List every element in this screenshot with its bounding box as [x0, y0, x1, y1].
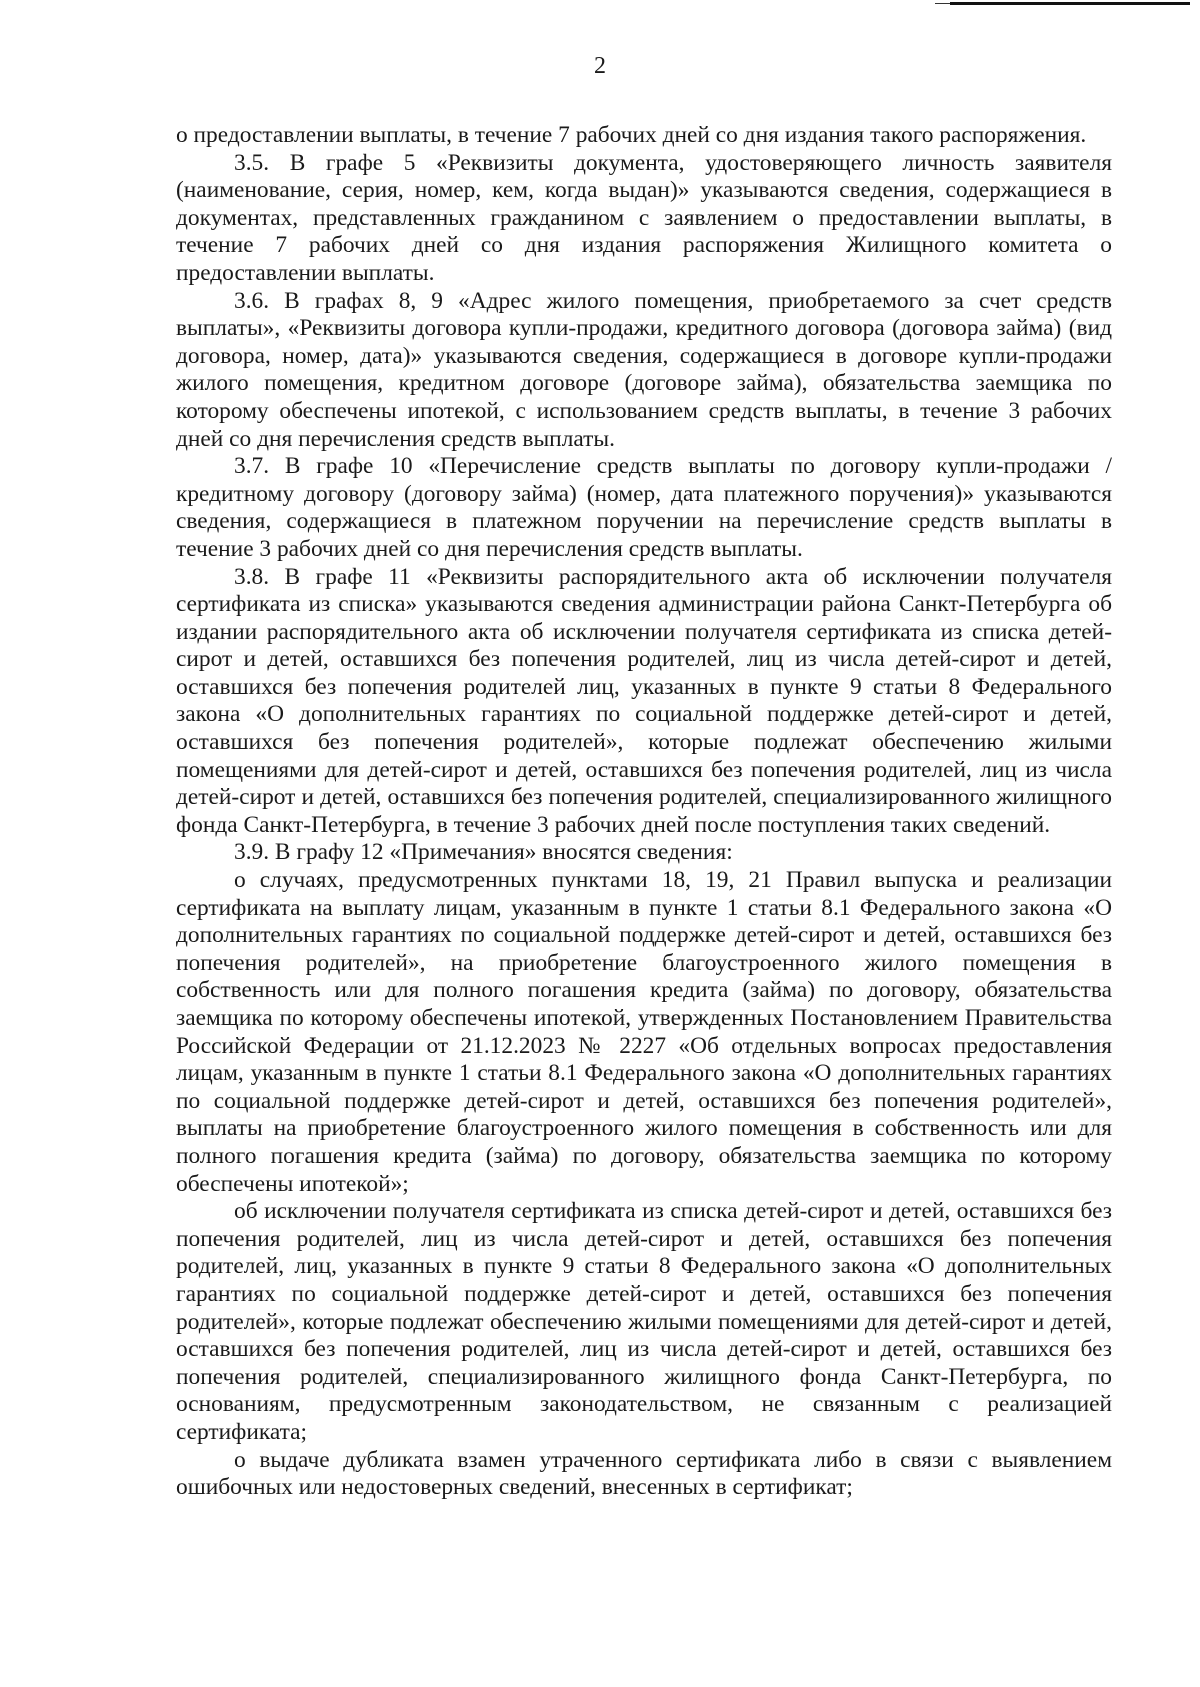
document-body — [176, 122, 1112, 1502]
header-rule — [950, 2, 1190, 5]
paragraph-3-7: 3.7. В графе 10 «Перечисление средств выплаты по договору купли-продажи /кредитному договору (договору займа) (номер, дата платежного поручения)» указываются сведения, содержащиеся в платежном поручении на перечисление средств выплаты в течение 3 рабочих дней со дня перечисления средств выплаты. — [176, 453, 1112, 562]
paragraph-3-9: 3.9. В графу 12 «Примечания» вносятся сведения: — [234, 839, 733, 866]
page-number: 2 — [594, 53, 606, 79]
paragraph-3-9-item-cases: о случаях, предусмотренных пунктами 18, 19, 21 Правил выпуска и реализации сертификата на выплату лицам, указанным в пункте 1 статьи 8.1 Федерального закона «О дополнительных гарантиях по социальной поддержке детей-сирот и детей, оставшихся без попечения родителей», на приобретение благоустроенного жилого помещения в собственность или для полного погашения кредита (займа) по договору, обязательства заемщика по которому обеспечены ипотекой, утвержденных Постановлением Правительства Российской Федерации от 21.12.2023 № 2227 «Об отдельных вопросах предоставления лицам, указанным в пункте 1 статьи 8.1 Федерального закона «О дополнительных гарантиях по социальной поддержке детей-сирот и детей, оставшихся без попечения родителей», выплаты на приобретение благоустроенного жилого помещения в собственность или для полного погашения кредита (займа) по договору, обязательства заемщика по которому обеспечены ипотекой»; — [176, 867, 1112, 1197]
paragraph-3-6: 3.6. В графах 8, 9 «Адрес жилого помещения, приобретаемого за счет средств выплаты», «Реквизиты договора купли-продажи, кредитного договора (договора займа) (вид договора, номер, дата)» указываются сведения, содержащиеся в договоре купли-продажи жилого помещения, кредитном договоре (договоре займа), обязательства заемщика по которому обеспечены ипотекой, с использованием средств выплаты, в течение 3 рабочих дней со дня перечисления средств выплаты. — [176, 287, 1112, 452]
paragraph-3-8: 3.8. В графе 11 «Реквизиты распорядительного акта об исключении получателя сертификата из списка» указываются сведения администрации района Санкт-Петербурга об издании распорядительного акта об исключении получателя сертификата из списка детей-сирот и детей, оставшихся без попечения родителей, лиц из числа детей-сирот и детей, оставшихся без попечения родителей лиц, указанных в пункте 9 статьи 8 Федерального закона «О дополнительных гарантиях по социальной поддержке детей-сирот и детей, оставшихся без попечения родителей», которые подлежат обеспечению жилыми помещениями для детей-сирот и детей, оставшихся без попечения родителей, лиц из числа детей-сирот и детей, оставшихся без попечения родителей, специализированного жилищного фонда Санкт-Петербурга, в течение 3 рабочих дней после поступления таких сведений. — [176, 563, 1112, 838]
paragraph-continuation: о предоставлении выплаты, в течение 7 рабочих дней со дня издания такого распоряжения. — [176, 122, 1087, 148]
paragraph-3-9-item-exclusion: об исключении получателя сертификата из списка детей-сирот и детей, оставшихся без попечения родителей, лиц из числа детей-сирот и детей, оставшихся без попечения родителей, лиц, указанных в пункте 9 статьи 8 Федерального закона «О дополнительных гарантиях по социальной поддержке детей-сирот и детей, оставшихся без попечения родителей», которые подлежат обеспечению жилыми помещениями для детей-сирот и детей, оставшихся без попечения родителей, лиц из числа детей-сирот и детей, оставшихся без попечения родителей, специализированного жилищного фонда Санкт-Петербурга, по основаниям, предусмотренным законодательством, не связанным с реализацией сертификата; — [176, 1198, 1112, 1445]
paragraph-3-9-item-duplicate: о выдаче дубликата взамен утраченного сертификата либо в связи с выявлением ошибочных или недостоверных сведений, внесенных в сертификат; — [176, 1446, 1112, 1501]
paragraph-3-5: 3.5. В графе 5 «Реквизиты документа, удостоверяющего личность заявителя (наименование, серия, номер, кем, когда выдан)» указываются сведения, содержащиеся в документах, представленных гражданином с заявлением о предоставлении выплаты, в течение 7 рабочих дней со дня издания распоряжения Жилищного комитета о предоставлении выплаты. — [176, 149, 1112, 286]
